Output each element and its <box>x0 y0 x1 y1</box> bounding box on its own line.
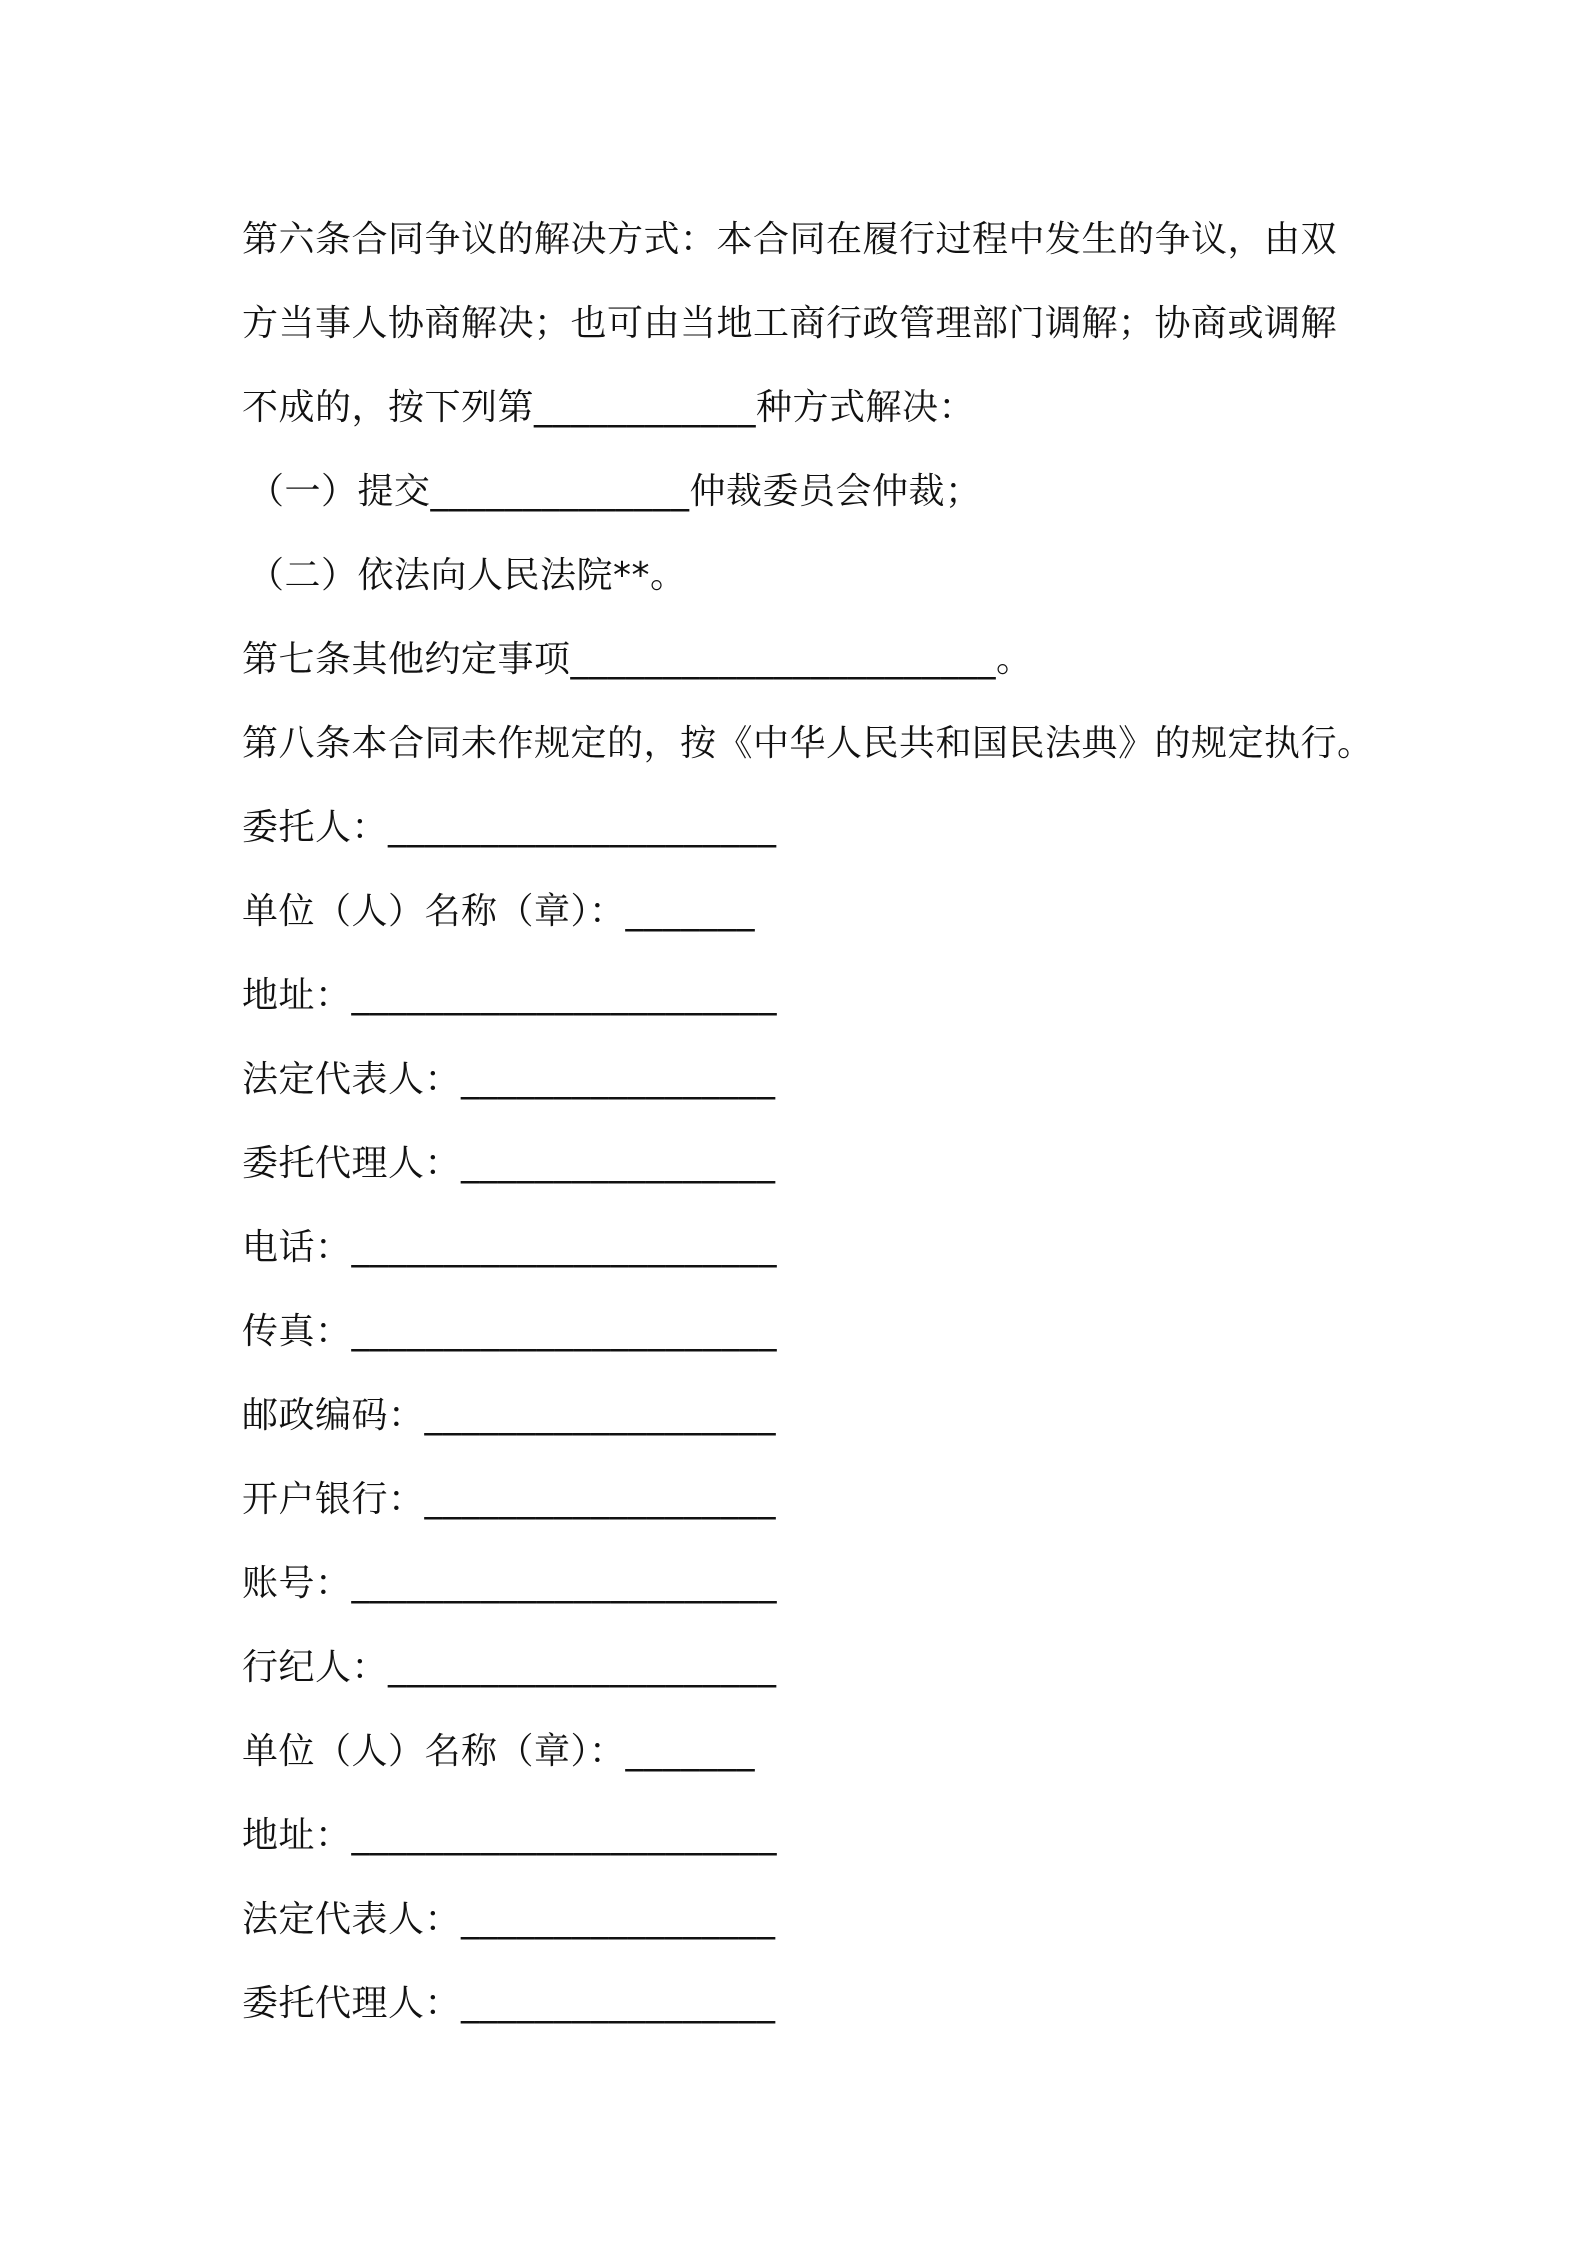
client-legal-rep-field: 法定代表人：_________________ <box>242 1059 776 1100</box>
clause-6-line-1: 第六条合同争议的解决方式：本合同在履行过程中发生的争议，由双 <box>242 219 1338 260</box>
client-unit-name-field: 单位（人）名称（章）：_______ <box>242 891 756 932</box>
client-account-field: 账号：_______________________ <box>242 1563 778 1604</box>
broker-address-field: 地址：_______________________ <box>242 1815 778 1856</box>
clause-7: 第七条其他约定事项_______________________。 <box>242 639 1033 680</box>
clause-6-option-1: （一）提交______________仲裁委员会仲裁； <box>248 471 982 512</box>
clause-8: 第八条本合同未作规定的，按《中华人民共和国民法典》的规定执行。 <box>242 723 1374 764</box>
clause-6-line-3: 不成的，按下列第____________种方式解决： <box>242 387 976 428</box>
broker-field: 行纪人：_____________________ <box>242 1647 777 1688</box>
client-fax-field: 传真：_______________________ <box>242 1311 778 1352</box>
clause-6-option-2: （二）依法向人民法院**。 <box>248 555 687 596</box>
broker-agent-field: 委托代理人：_________________ <box>242 1983 776 2024</box>
broker-legal-rep-field: 法定代表人：_________________ <box>242 1899 776 1940</box>
client-field: 委托人：_____________________ <box>242 807 777 848</box>
document-body <box>242 198 1374 2046</box>
client-agent-field: 委托代理人：_________________ <box>242 1143 776 1184</box>
client-postcode-field: 邮政编码：___________________ <box>242 1395 777 1436</box>
client-address-field: 地址：_______________________ <box>242 975 778 1016</box>
client-bank-field: 开户银行：___________________ <box>242 1479 777 1520</box>
client-phone-field: 电话：_______________________ <box>242 1227 778 1268</box>
clause-6-line-2: 方当事人协商解决；也可由当地工商行政管理部门调解；协商或调解 <box>242 303 1338 344</box>
broker-unit-name-field: 单位（人）名称（章）：_______ <box>242 1731 756 1772</box>
